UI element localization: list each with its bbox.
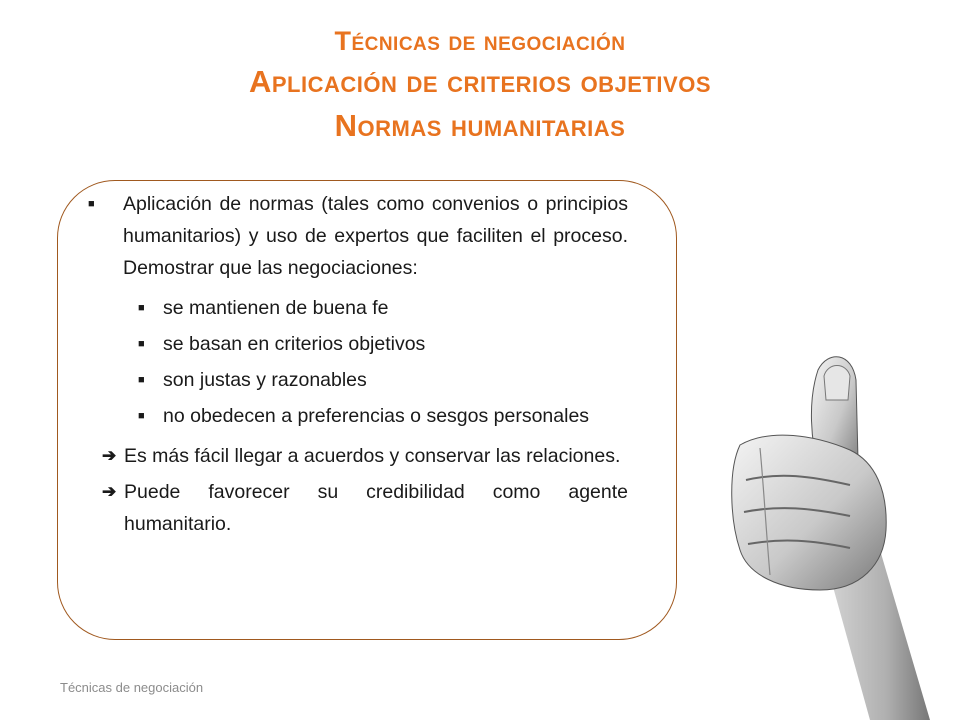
intro-text: Aplicación de normas (tales como convenios o principios humanitarios) y uso de expertos que faciliten el proceso. Demostrar que las negociaciones: bbox=[123, 193, 628, 279]
sub-bullet-text: no obedecen a preferencias o sesgos personales bbox=[163, 405, 590, 427]
square-bullet-icon: ■ bbox=[138, 302, 145, 314]
title-line-3: Normas humanitarias bbox=[334, 108, 626, 143]
content-body bbox=[88, 188, 628, 544]
right-arrow-icon: ➔ bbox=[102, 446, 117, 465]
conclusion-item bbox=[102, 440, 628, 472]
conclusion-text: Es más fácil llegar a acuerdos y conservar las relaciones. bbox=[124, 445, 621, 467]
title-line-1: Técnicas de negociación bbox=[334, 26, 626, 56]
sub-bullet-text: son justas y razonables bbox=[163, 369, 367, 391]
sub-bullet bbox=[138, 400, 628, 432]
sub-bullet bbox=[138, 292, 628, 324]
square-bullet-icon: ■ bbox=[138, 374, 145, 386]
sub-bullet bbox=[138, 364, 628, 396]
square-bullet-icon: ■ bbox=[88, 198, 95, 210]
main-bullet bbox=[88, 188, 628, 284]
thumbs-up-hand-image bbox=[700, 340, 960, 720]
right-arrow-icon: ➔ bbox=[102, 482, 117, 501]
square-bullet-icon: ■ bbox=[138, 410, 145, 422]
footer-text: Técnicas de negociación bbox=[60, 680, 204, 695]
sub-bullet-text: se mantienen de buena fe bbox=[163, 297, 389, 319]
square-bullet-icon: ■ bbox=[138, 338, 145, 350]
sub-bullet bbox=[138, 328, 628, 360]
title-line-2: Aplicación de criterios objetivos bbox=[249, 64, 711, 99]
slide-title bbox=[0, 22, 960, 148]
sub-bullet-text: se basan en criterios objetivos bbox=[163, 333, 426, 355]
conclusion-item bbox=[102, 476, 628, 540]
conclusion-text: Puede favorecer su credibilidad como agente humanitario. bbox=[124, 481, 628, 535]
